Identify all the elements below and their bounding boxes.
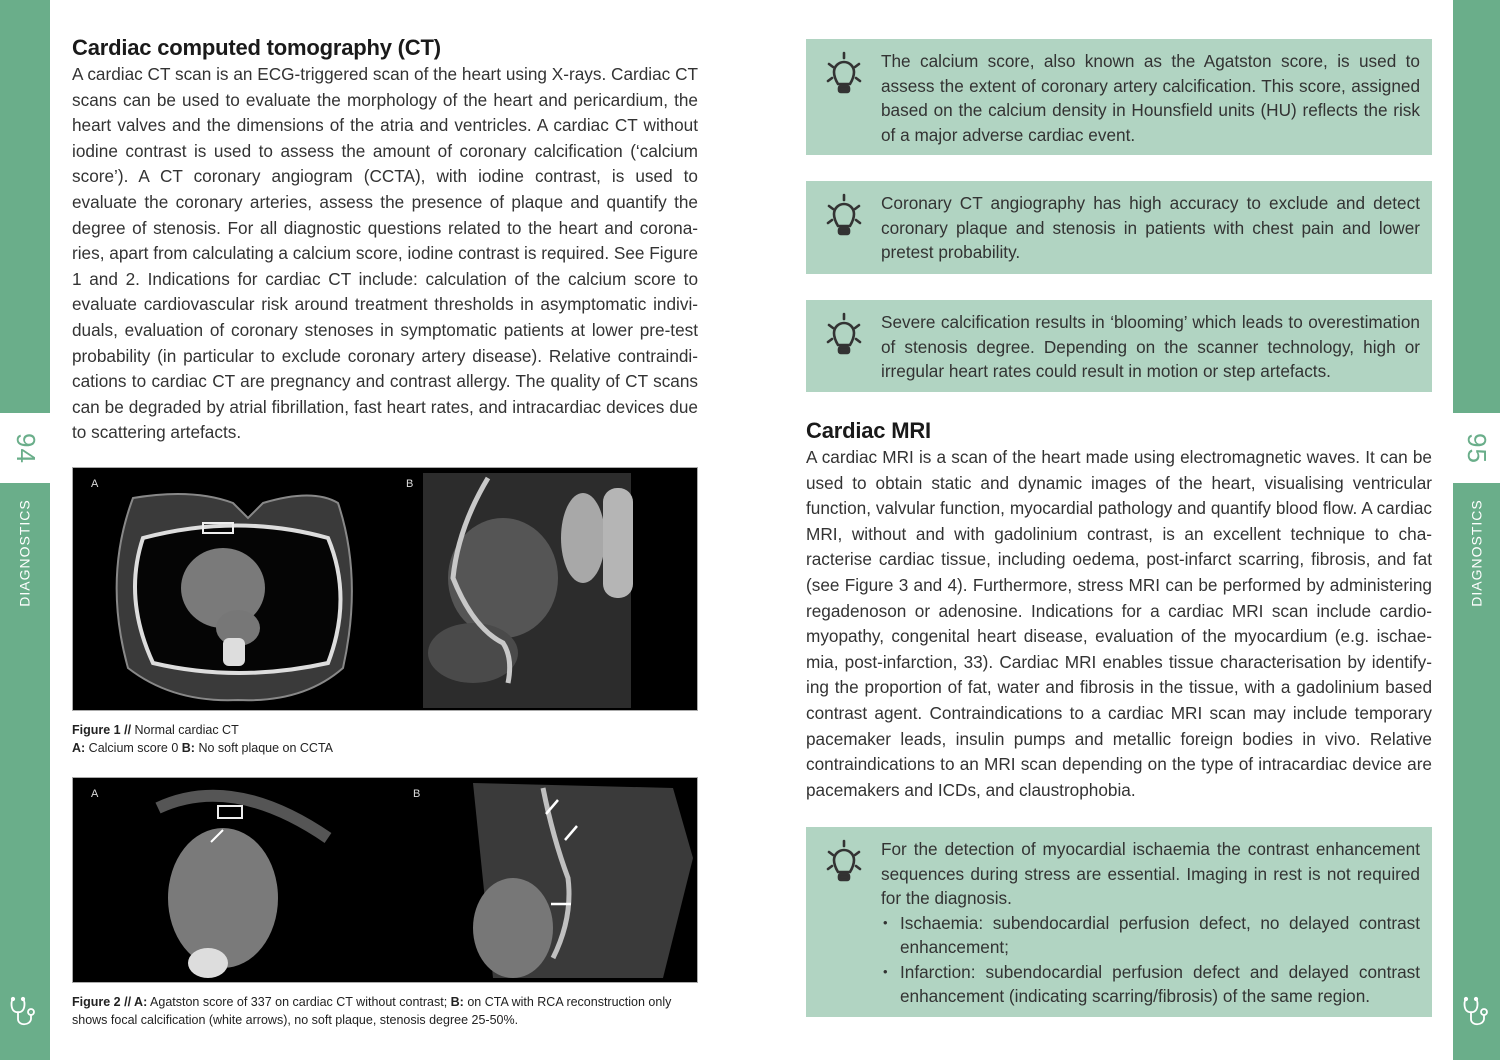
tip-bullet-item: • Ischaemia: subendocardial perfusion defect, no delayed contrast enhancement;: [900, 911, 1420, 960]
ct-scan-illustration: [73, 778, 697, 982]
section-label-text: DIAGNOSTICS: [1468, 499, 1485, 607]
lightbulb-icon: [822, 839, 866, 885]
section-heading: Cardiac computed tomography (CT): [72, 35, 441, 60]
page-number: 95: [1461, 432, 1492, 464]
page-number-box: [0, 413, 50, 483]
ct-section: [72, 34, 698, 446]
caption-subtitle: Normal cardiac CT: [131, 723, 239, 737]
tip-box: [806, 827, 1432, 1017]
mri-paragraph: A cardiac MRI is a scan of the heart made using electromagnetic waves. It can be used to obtain static and dynamic images of the heart, visualising ventricular function, valvular function, myocardial pathology and quantify blood flow. A cardiac MRI, without and with gadolinium contrast, is an excellent technique to characterise cardiac tissue, including oedema, post-infarct scarring, fibrosis, and fat (see Figure 3 and 4). Furthermore, stress MRI can be performed by administering regadenoson or adenosine. Indications for a cardiac MRI scan include cardiomyopathy, congenital heart disease, evaluation of the myocardium (e.g. ischaemia, post-infarction, 33). Cardiac MRI enables tissue characterisation by identifying the proportion of fat, water and fibrosis in the tissue, with a gadolinium based contrast agent. Contraindications to a cardiac MRI scan may include temporary pacemaker leads, insulin pumps and metallic foreign bodies in vivo. Relative contraindications to an MRI scan depending on the type of intracardiac device are pacemakers and ICDs, and claustrophobia.: [806, 447, 1432, 800]
lightbulb-icon: [822, 312, 866, 358]
panel-label-b: B: [413, 788, 421, 800]
section-label-text: DIAGNOSTICS: [17, 499, 33, 607]
tip-text: Coronary CT angiography has high accuracy to exclude and detect coronary plaque and stenosis in patients with chest pain and lower pretest probability.: [881, 193, 1420, 262]
caption-a-label: A:: [72, 740, 86, 755]
caption-title: Figure 2 //: [72, 995, 132, 1009]
panel-label-a: A: [91, 788, 99, 800]
tip-text: For the detection of myocardial ischaemia the contrast enhancement sequences during stress are essential. Imaging in rest is not required for the diagnosis.: [881, 839, 1420, 908]
caption-b-label: B:: [181, 740, 195, 755]
panel-label-a: A: [91, 478, 99, 490]
caption-a-text: Agatston score of 337 on cardiac CT without contrast;: [147, 995, 451, 1009]
lightbulb-icon: [822, 193, 866, 239]
stethoscope-icon: [1461, 995, 1495, 1031]
caption-b-text: No soft plaque on CCTA: [194, 740, 333, 755]
tip-box: [806, 39, 1432, 155]
tip-box: [806, 300, 1432, 392]
tip-text: The calcium score, also known as the Agatston score, is used to assess the extent of coronary artery calcification. This score, assigned based on the calcium density in Hounsfield units (HU) reflects the risk of a major adverse cardiac event.: [881, 51, 1420, 145]
caption-title: Figure 1 //: [72, 723, 132, 737]
tip-box: [806, 181, 1432, 274]
caption-a-text: Calcium score 0: [85, 740, 182, 755]
tip-text: Severe calcification results in ‘blooming’ which leads to overestimation of stenosis degree. Depending on the scanner technology, high or irregular heart rates could result in motion or step artefacts.: [881, 312, 1420, 381]
stethoscope-icon: [8, 995, 42, 1031]
page-number-box: [1453, 413, 1500, 483]
section-heading: Cardiac MRI: [806, 418, 931, 443]
figure-2-image: [72, 777, 698, 983]
ct-scan-illustration: [73, 468, 697, 710]
tip-bullet-list: [881, 911, 1420, 1009]
section-label: [0, 498, 50, 608]
caption-a-label: A:: [131, 995, 148, 1009]
tip-bullet-item: • Infarction: subendocardial perfusion defect and delayed contrast enhancement (indicating scarring/fibrosis) of the same region.: [900, 960, 1420, 1009]
ct-paragraph: A cardiac CT scan is an ECG-triggered scan of the heart using X-rays. Cardiac CT scans can be used to evaluate the morphology of the heart and pericardium, the heart valves and the dimensions of the atria and ventricles. A cardiac CT without iodine contrast is used to assess the amount of coronary calcification (‘calcium score’). A CT coronary angiogram (CCTA), with iodine contrast, is used to evaluate the coronary arteries, assess the presence of plaque and quantify the degree of stenosis. For all diagnostic questions related to the heart and coronaries, apart from calculating a calcium score, iodine contrast is required. See Figure 1 and 2. Indications for cardiac CT include: calculation of the calcium score to evaluate cardiovascular risk around treatment thresholds in asymptomatic individuals, evaluation of coronary stenoses in symptomatic patients at lower pre-test probability (in particular to exclude coronary artery disease). Relative contraindications to cardiac CT are pregnancy and contrast allergy. The quality of CT scans can be degraded by atrial fibrillation, fast heart rates, and intracardiac devices due to scattering artefacts.: [72, 64, 698, 443]
page-number: 94: [10, 432, 41, 464]
caption-b-text: on CTA with RCA reconstruction only shows focal calcification (white arrows), no soft plaque, stenosis degree 25-50%.: [72, 995, 672, 1027]
panel-label-b: B: [406, 478, 414, 490]
right-margin-strip: [1453, 0, 1500, 1060]
lightbulb-icon: [822, 51, 866, 97]
figure-1-caption: [72, 722, 702, 757]
mri-section: [806, 417, 1432, 803]
figure-2-caption: [72, 994, 702, 1029]
left-margin-strip: [0, 0, 50, 1060]
section-label: [1453, 498, 1500, 608]
caption-b-label: B:: [450, 995, 464, 1009]
figure-1-image: [72, 467, 698, 711]
